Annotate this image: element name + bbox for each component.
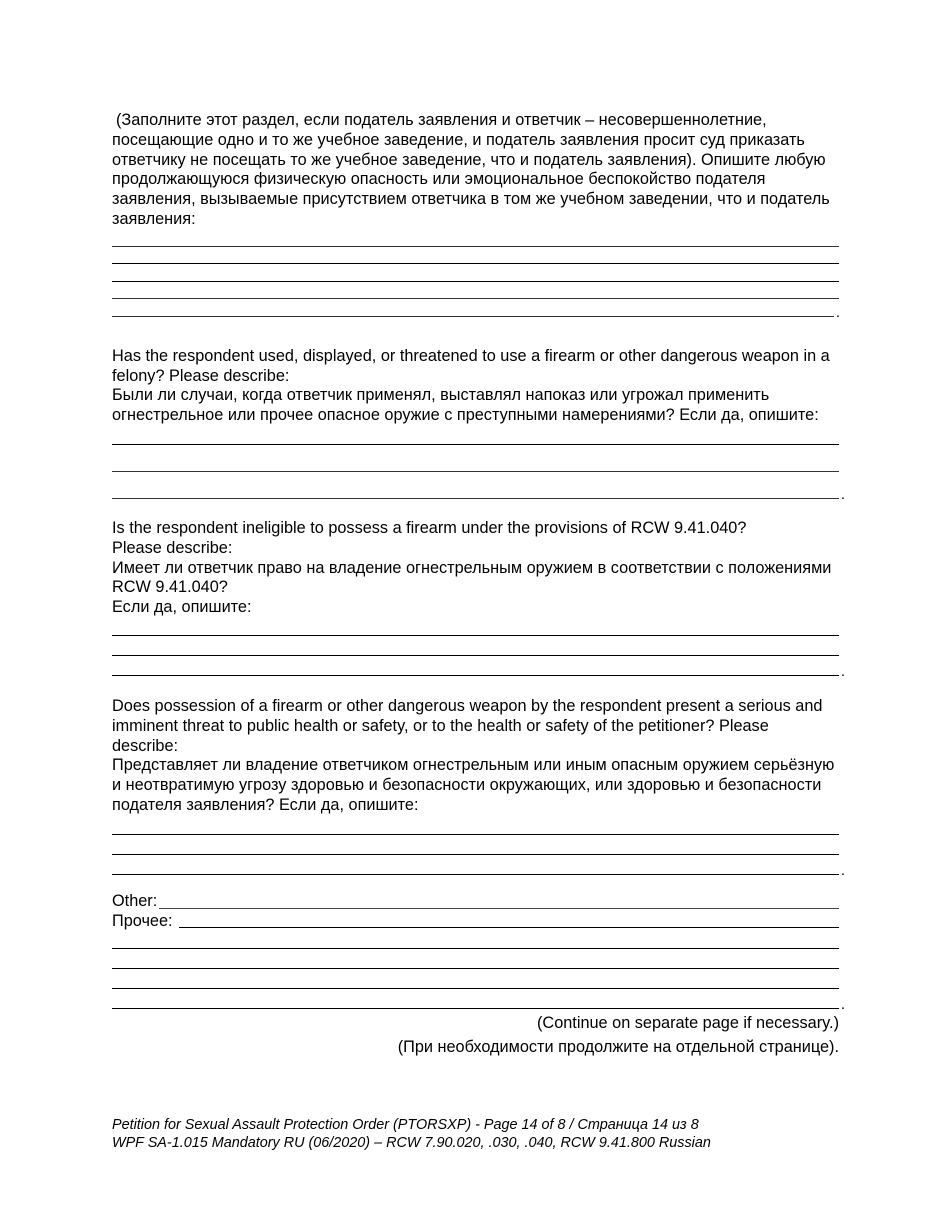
other-field-ru[interactable] [179, 927, 839, 928]
answer-line[interactable] [112, 834, 839, 835]
answer-line[interactable] [112, 263, 839, 264]
other-row [112, 892, 839, 912]
ineligible-question-ru-2: Если да, опишите: [112, 598, 252, 617]
answer-line[interactable] [112, 444, 839, 445]
answer-line[interactable] [112, 675, 839, 676]
answer-line[interactable] [112, 281, 839, 282]
answer-line[interactable] [112, 1008, 839, 1009]
other-field[interactable] [159, 908, 839, 909]
ineligible-question-en-1: Is the respondent ineligible to possess a firearm under the provisions of RCW 9.41.040? [112, 518, 747, 537]
answer-line[interactable] [112, 298, 839, 299]
answer-line[interactable] [112, 471, 839, 472]
other-label-en: Other: [112, 891, 158, 910]
threat-question-ru: Представляет ли владение ответчиком огнестрельным или иным опасным оружием серьёзную и неотвратимую угрозу здоровью и безопасности окружающих, или здоровью и безопасности подателя заявления? Если да, опишите: [112, 756, 835, 814]
form-page [112, 111, 839, 1058]
answer-line[interactable] [112, 874, 839, 875]
page-footer [112, 1116, 711, 1152]
footer-line-2: WPF SA-1.015 Mandatory RU (06/2020) – RCW 7.90.020, .030, .040, RCW 9.41.800 Russian [112, 1135, 711, 1151]
ineligible-question-ru-1: Имеет ли ответчик право на владение огнестрельным оружием в соответствии с положениями RCW 9.41.040? [112, 558, 832, 597]
firearm-felony-question-ru: Были ли случаи, когда ответчик применял, выставлял напоказ или угрожал применить огнестрельное или прочее опасное оружие с преступными намерениями? Если да, опишите: [112, 386, 819, 425]
answer-line[interactable] [112, 635, 839, 636]
continue-note-ru: (При необходимости продолжите на отдельной странице). [397, 1038, 839, 1057]
answer-line[interactable] [112, 246, 839, 247]
firearm-felony-question-en: Has the respondent used, displayed, or threatened to use a firearm or other dangerous weapon in a felony? Please describe: [112, 346, 830, 385]
answer-line[interactable] [112, 948, 839, 949]
footer-line-1: Petition for Sexual Assault Protection Order (PTORSXP) - Page 14 of 8 / Страница 14 из 8 [112, 1117, 699, 1133]
continue-note-en: (Continue on separate page if necessary.) [537, 1014, 839, 1033]
answer-line[interactable] [112, 655, 839, 656]
other-row-ru [112, 912, 839, 932]
answer-line[interactable] [112, 498, 839, 499]
school-section-instructions: (Заполните этот раздел, если податель заявления и ответчик – несовершеннолетние, посещающие одно и то же учебное заведение, и податель заявления просит суд приказать ответчику не посещать то же учебное заведение, что и податель заявления). Опишите любую продолжающуюся физическую опасность или эмоциональное беспокойство подателя заявления, вызываемые присутствием ответчика в том же учебном заведении, что и податель заявления: [112, 111, 830, 228]
answer-line[interactable] [112, 854, 839, 855]
ineligible-question-en-2: Please describe: [112, 538, 233, 557]
answer-line[interactable] [112, 968, 839, 969]
answer-line[interactable] [112, 988, 839, 989]
threat-question-en: Does possession of a firearm or other dangerous weapon by the respondent present a serious and imminent threat to public health or safety, or to the health or safety of the petitioner? Please describe: [112, 696, 823, 755]
other-label-ru: Прочее: [112, 911, 173, 930]
answer-line[interactable] [112, 316, 834, 317]
